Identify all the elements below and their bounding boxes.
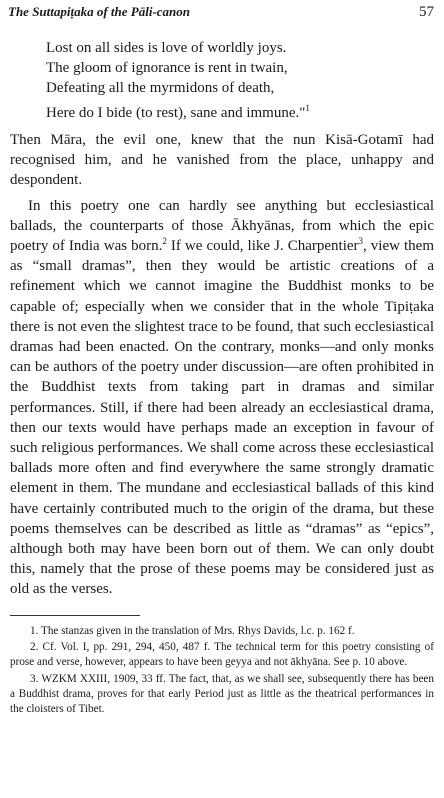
verse-block xyxy=(46,38,436,123)
paragraph-1: Then Māra, the evil one, knew that the nun Kisā-Gotamī had recognised him, and he vanished from the place, unhappy and despondent. xyxy=(10,132,434,189)
footnote-2: 2. Cf. Vol. I, pp. 291, 294, 450, 487 f. The technical term for this poetry consisting of prose and verse, however, appears to have been geyya and not ākhyāna. See p. 10 above. xyxy=(10,641,434,669)
page-header xyxy=(8,4,434,28)
verse-line: Defeating all the myrmidons of death, xyxy=(46,80,275,96)
footnote-ref-3: 3 xyxy=(358,236,364,247)
running-title: The Suttapiṭaka of the Pāli-canon xyxy=(8,4,191,19)
verse-line: The gloom of ignorance is rent in twain, xyxy=(46,60,288,76)
footnote-divider xyxy=(10,615,140,616)
paragraph-2 xyxy=(10,196,434,600)
verse-line-text: Here do I bide (to rest), sane and immune." xyxy=(46,105,306,121)
body-text xyxy=(10,130,434,600)
paragraph-2-part-c: , view them as “small dramas”, then they would be artistic creations of a refinement which we cannot imagine the Buddhist monks to be capable of; especially when we consider that in the whole Tipiṭaka there is not even the slightest trace to be found, that such ecclesiastical dramas had been enacted. On the contrary, monks—and only monks can be authors of the poetry under discussion—are often prohibited in the Buddhist texts from taking part in dramas and similar performances. Still, if there had been already an ecclesiastical drama, then our texts would have perhaps made an exception in favour of such religious performances. We shall come across these ecclesiastical ballads more often and find everywhere the same strongly dramatic element in them. The mundane and ecclesiastical ballads of this kind have certainly contributed much to the origin of the drama, but these poems themselves can be described as little as “dramas” as “epics”, although both may have been born out of them. We can only doubt this, namely that the prose of these poems may be considered just as old as the verses. xyxy=(10,238,434,598)
footnote-3: 3. WZKM XXIII, 1909, 33 ff. The fact, that, as we shall see, subsequently there has been a Buddhist drama, proves for that early Period just as little as the theatrical performances in the cloisters of Tibet. xyxy=(10,672,434,716)
verse-line: Lost on all sides is love of worldly joys. xyxy=(46,40,287,56)
footnotes xyxy=(10,624,434,718)
footnote-1: 1. The stanzas given in the translation of Mrs. Rhys Davids, l.c. p. 162 f. xyxy=(30,625,355,637)
verse-line xyxy=(46,98,436,123)
page-number: 57 xyxy=(419,4,434,20)
footnote-ref-2: 2 xyxy=(162,236,167,247)
paragraph-2-part-b: If we could, like J. Charpentier xyxy=(166,238,359,255)
footnote-ref-1: 1 xyxy=(305,103,310,113)
paragraph-2-part-a: In this poetry one can hardly see anything but ecclesiastical ballads, the counterparts of those Ākhyānas, from which the epic poetry of India was born. xyxy=(10,197,434,255)
